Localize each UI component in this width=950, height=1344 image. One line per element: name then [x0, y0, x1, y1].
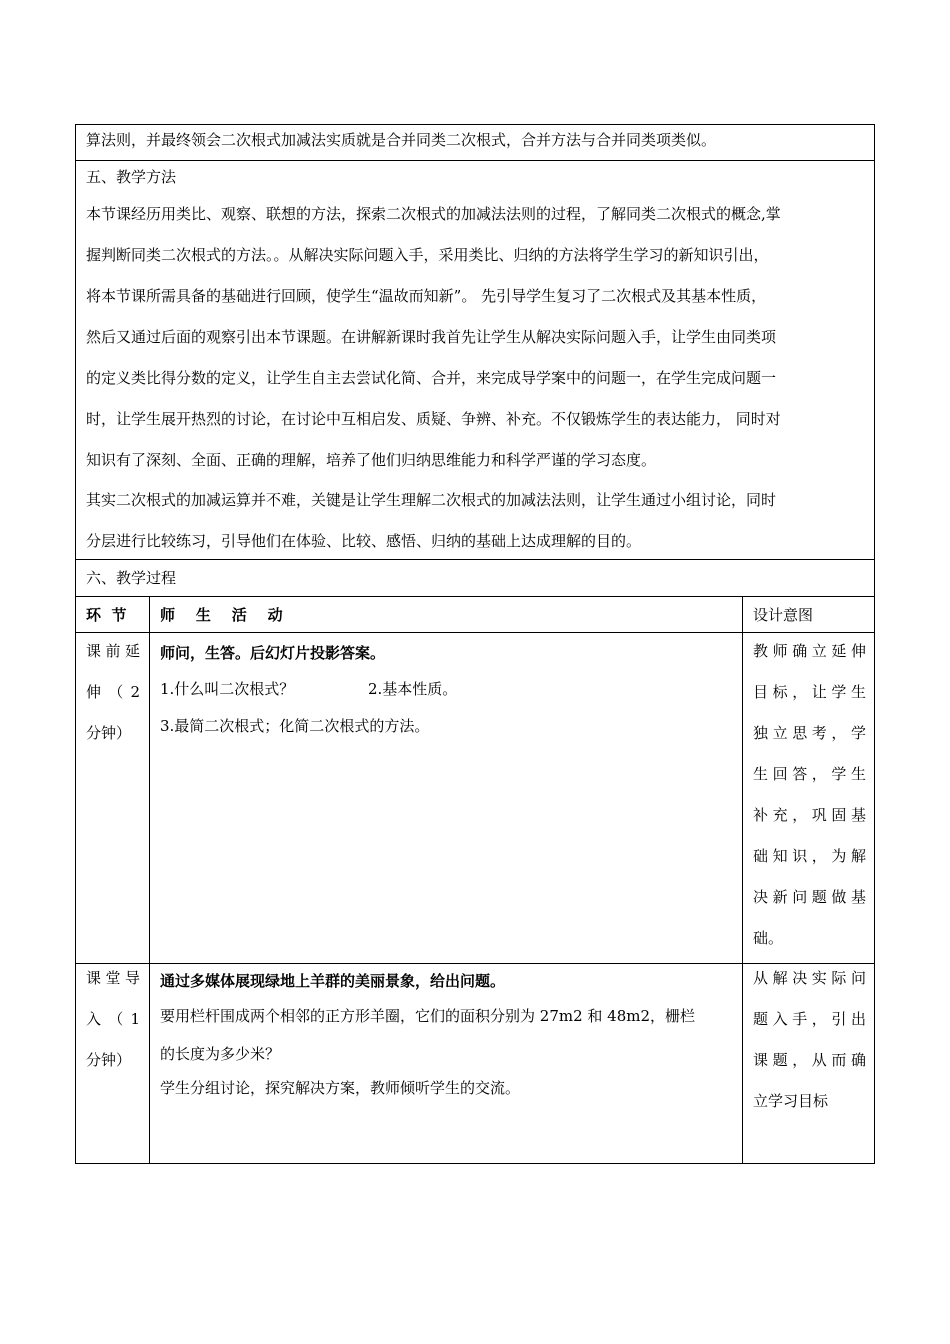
intent-line: 课题，从而确: [753, 1051, 866, 1069]
row2-stage: [86, 958, 140, 1081]
intro-line: 算法则，并最终领会二次根式加减法实质就是合并同类二次根式，合并方法与合并同类项类似。: [86, 131, 717, 149]
row2-intent: [753, 958, 866, 1122]
intent-line: 立学习目标: [753, 1092, 829, 1110]
column-header-activity: 师 生 活 动: [160, 606, 283, 624]
row2-activity-body: [160, 997, 738, 1107]
paragraph-line: 将本节课所需具备的基础进行回顾，使学生“温故而知新”。 先引导学生复习了二次根式及其基本性质，: [86, 287, 767, 305]
section-heading-method: 五、教学方法: [86, 168, 177, 186]
intent-line: 础知识，为解: [753, 847, 866, 865]
paragraph-line: 握判断同类二次根式的方法。。从解决实际问题入手，采用类比、归纳的方法将学生学习的新知识引出，: [86, 246, 769, 264]
column-header-intent: 设计意图: [753, 606, 814, 624]
row2-activity-title: 通过多媒体展现绿地上羊群的美丽景象，给出问题。: [160, 972, 506, 990]
method-paragraph-2: [86, 480, 866, 562]
column-divider: [149, 596, 150, 1164]
intent-line: 决新问题做基: [753, 888, 866, 906]
activity-line: 要用栏杆围成两个相邻的正方形羊圈，它们的面积分别为 27m2 和 48m2，栅栏: [160, 1007, 696, 1025]
stage-line: 入（1: [86, 1010, 140, 1028]
method-paragraph-1: [86, 194, 866, 481]
stage-line: 分钟）: [86, 724, 132, 742]
paragraph-line: 其实二次根式的加减运算并不难，关键是让学生理解二次根式的加减法法则，让学生通过小组讨论，同时: [86, 491, 777, 509]
paragraph-line: 时，让学生展开热烈的讨论，在讨论中互相启发、质疑、争辨、补充。不仅锻炼学生的表达能力， 同时对: [86, 410, 781, 428]
paragraph-line: 然后又通过后面的观察引出本节课题。在讲解新课时我首先让学生从解决实际问题入手，让学生由同类项: [86, 328, 777, 346]
row-divider: [75, 596, 875, 597]
row1-intent: [753, 631, 866, 959]
intent-line: 独立思考，学: [753, 724, 866, 742]
paragraph-line: 分层进行比较练习，引导他们在体验、比较、感悟、归纳的基础上达成理解的目的。: [86, 532, 642, 550]
section-heading-process: 六、教学过程: [86, 569, 177, 587]
paragraph-line: 本节课经历用类比、观察、联想的方法，探索二次根式的加减法法则的过程，了解同类二次根式的概念,掌: [86, 205, 781, 223]
intent-line: 础。: [753, 929, 784, 947]
intent-line: 题入手，引出: [753, 1010, 866, 1028]
row-divider: [75, 160, 875, 161]
stage-line: 课前延: [86, 642, 140, 660]
intent-line: 生回答，学生: [753, 765, 866, 783]
stage-line: 课堂导: [86, 969, 140, 987]
row1-question-1: 1.什么叫二次根式？: [160, 680, 295, 698]
row1-activity-title: 师问，生答。后幻灯片投影答案。: [160, 644, 386, 662]
row1-question-3: 3.最简二次根式；化简二次根式的方法。: [160, 717, 430, 735]
intent-line: 从解决实际问: [753, 969, 866, 987]
activity-line: 学生分组讨论，探究解决方案，教师倾听学生的交流。: [160, 1079, 521, 1097]
stage-line: 分钟）: [86, 1051, 132, 1069]
column-header-stage: 环 节: [86, 606, 127, 624]
paragraph-line: 知识有了深刻、全面、正确的理解，培养了他们归纳思维能力和科学严谨的学习态度。: [86, 451, 657, 469]
intent-line: 补充，巩固基: [753, 806, 866, 824]
activity-line: 的长度为多少米？: [160, 1045, 281, 1063]
intent-line: 目标，让学生: [753, 683, 866, 701]
intent-line: 教师确立延伸: [753, 642, 866, 660]
stage-line: 伸（2: [86, 683, 140, 701]
column-divider: [742, 596, 743, 1164]
paragraph-line: 的定义类比得分数的定义，让学生自主去尝试化简、合并，来完成导学案中的问题一，在学生完成问题一: [86, 369, 777, 387]
row1-question-2: 2.基本性质。: [368, 680, 458, 698]
row1-stage: [86, 631, 140, 754]
